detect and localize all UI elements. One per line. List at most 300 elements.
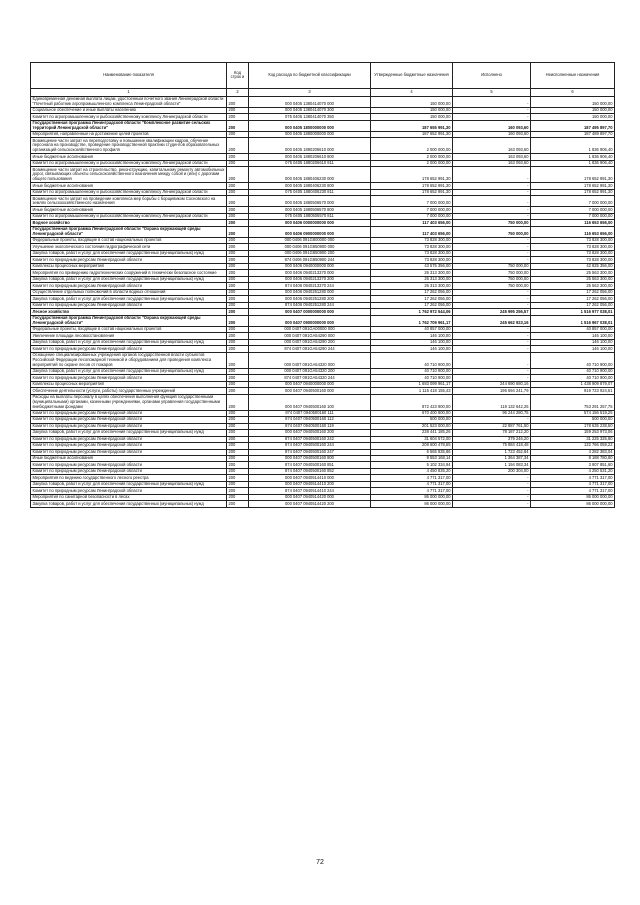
row-unexecuted: 4 771 317,00: [531, 475, 615, 481]
row-approved: 150 000,00: [371, 96, 453, 107]
table-row: [31, 326, 615, 332]
row-approved: 178 652 991,30: [371, 183, 453, 189]
row-budget-code: 000 0406 091G800000 000: [249, 237, 371, 243]
row-line-code: 200: [227, 96, 249, 107]
row-approved: 31 604 572,00: [371, 436, 453, 442]
row-line-code: 200: [227, 339, 249, 345]
row-executed: -: [453, 475, 531, 481]
row-executed: -: [453, 346, 531, 352]
column-number: 6: [531, 88, 615, 96]
row-executed: 96 244 280,75: [453, 410, 531, 416]
row-budget-code: 000 0406 0940251280 200: [249, 296, 371, 302]
row-line-code: 200: [227, 120, 249, 131]
table-row: [31, 289, 615, 295]
row-budget-code: 874 0407 0940500160 242: [249, 436, 371, 442]
row-unexecuted: 178 652 991,30: [531, 189, 615, 195]
row-line-code: 200: [227, 226, 249, 237]
row-name: Увеличение площади лесовосстановления: [31, 333, 227, 339]
row-approved: 2 000 000,00: [371, 154, 453, 160]
row-budget-code: 000 0407 091GA00000 000: [249, 326, 371, 332]
row-name: Комитет по природным ресурсам Ленинградской области: [31, 436, 227, 442]
row-unexecuted: 187 489 897,70: [531, 131, 615, 137]
row-unexecuted: 17 262 056,00: [531, 289, 615, 295]
row-executed: 750 000,00: [453, 270, 531, 276]
row-executed: -: [453, 289, 531, 295]
table-row: [31, 276, 615, 282]
row-unexecuted: 25 563 300,00: [531, 270, 615, 276]
row-name: Мероприятия по ведению государственного лесного реестра: [31, 475, 227, 481]
row-budget-code: 000 0407 0900000000 000: [249, 315, 371, 326]
row-approved: 150 000,00: [371, 107, 453, 113]
row-name: Закупка товаров, работ и услуг для обеспечения государственных (муниципальных) нужд: [31, 501, 227, 507]
row-line-code: 200: [227, 244, 249, 250]
row-approved: 187 655 991,30: [371, 120, 453, 131]
header-line-code: Код строк и: [227, 63, 249, 89]
table-row: [31, 107, 615, 113]
row-name: Комплексы процессных мероприятий: [31, 381, 227, 387]
row-approved: 73 828 300,00: [371, 250, 453, 256]
row-approved: 4 771 317,00: [371, 488, 453, 494]
row-line-code: 200: [227, 468, 249, 474]
column-number: 2: [227, 88, 249, 96]
row-unexecuted: 17 262 056,00: [531, 302, 615, 308]
row-approved: 1 762 709 961,17: [371, 315, 453, 326]
row-executed: -: [453, 189, 531, 195]
row-budget-code: 000 0405 1880506570 000: [249, 196, 371, 207]
row-executed: -: [453, 244, 531, 250]
row-executed: -: [453, 183, 531, 189]
row-name: Закупка товаров, работ и услуг для обеспечения государственных (муниципальных) нужд: [31, 250, 227, 256]
row-name: Федеральные проекты, входящие в состав национальных проектов: [31, 326, 227, 332]
row-approved: 4 771 317,00: [371, 475, 453, 481]
row-executed: -: [453, 296, 531, 302]
table-row: [31, 250, 615, 256]
row-approved: 73 828 300,00: [371, 257, 453, 263]
row-name: Комитет по природным ресурсам Ленинградской области: [31, 283, 227, 289]
table-row: [31, 339, 615, 345]
table-row: [31, 423, 615, 429]
row-name: Возмещение части затрат на строительство, реконструкцию, капитальному ремонту автомобильных дорог, связывающих объекты сельскохозяйственного назначения между собой и (или) с дорогами общего пользования: [31, 167, 227, 183]
row-executed: 750 000,00: [453, 220, 531, 226]
row-approved: 17 262 056,00: [371, 296, 453, 302]
row-executed: 379 246,20: [453, 436, 531, 442]
table-row: [31, 394, 615, 410]
row-budget-code: 000 0405 1880406230 000: [249, 167, 371, 183]
row-budget-code: 000 0407 091GA54290 200: [249, 339, 371, 345]
row-approved: 4 771 317,00: [371, 481, 453, 487]
row-executed: 245 662 923,16: [453, 315, 531, 326]
table-row: [31, 114, 615, 120]
row-line-code: 200: [227, 283, 249, 289]
column-number-row: [31, 88, 615, 96]
table-row: [31, 257, 615, 263]
row-line-code: 200: [227, 183, 249, 189]
row-approved: 150 000,00: [371, 114, 453, 120]
row-unexecuted: 86 000 000,00: [531, 501, 615, 507]
row-name: Комитет по природным ресурсам Ленинградской области: [31, 443, 227, 449]
row-name: Комитет по природным ресурсам Ленинградской области: [31, 417, 227, 423]
row-name: Комитет по природным ресурсам Ленинградской области: [31, 410, 227, 416]
row-budget-code: 000 0407 0940514410 000: [249, 475, 371, 481]
row-budget-code: 874 0407 0940500160 119: [249, 423, 371, 429]
row-line-code: 200: [227, 410, 249, 416]
row-line-code: 200: [227, 333, 249, 339]
row-name: Комитет по агропромышленному и рыбохозяйственному комплексу Ленинградской области: [31, 189, 227, 195]
row-name: Закупка товаров, работ и услуг для обеспечения государственных (муниципальных) нужд: [31, 339, 227, 345]
row-unexecuted: 73 828 300,00: [531, 257, 615, 263]
row-unexecuted: 40 857 000,00: [531, 326, 615, 332]
row-line-code: 200: [227, 462, 249, 468]
row-executed: -: [453, 257, 531, 263]
row-executed: -: [453, 501, 531, 507]
row-unexecuted: 25 563 300,00: [531, 283, 615, 289]
row-name: Комитет по природным ресурсам Ленинградской области: [31, 462, 227, 468]
row-approved: 7 000 000,00: [371, 196, 453, 207]
row-line-code: 200: [227, 114, 249, 120]
row-approved: 40 710 900,00: [371, 368, 453, 374]
row-name: Федеральные проекты, входящие в состав национальных проектов: [31, 237, 227, 243]
row-approved: 17 262 056,00: [371, 289, 453, 295]
row-executed: -: [453, 375, 531, 381]
row-name: Комитет по природным ресурсам Ленинградской области: [31, 468, 227, 474]
row-line-code: 200: [227, 481, 249, 487]
row-executed: 244 690 680,16: [453, 381, 531, 387]
row-executed: 196 694 241,79: [453, 388, 531, 394]
row-unexecuted: 187 495 897,70: [531, 120, 615, 131]
table-row: [31, 375, 615, 381]
row-budget-code: 000 0405 1380414070 000: [249, 96, 371, 107]
row-line-code: 200: [227, 237, 249, 243]
row-name: Комитет по природным ресурсам Ленинградской области: [31, 346, 227, 352]
row-budget-code: 874 0407 0940500160 247: [249, 449, 371, 455]
budget-report-sheet: [30, 62, 614, 508]
row-name: Расходы на выплаты персоналу в целях обеспечения выполнения функций государственными (муниципальными) органами, казенными учреждениями, органами управления государственными внебюджетными фондами: [31, 394, 227, 410]
row-executed: -: [453, 368, 531, 374]
row-line-code: 200: [227, 394, 249, 410]
table-row: [31, 120, 615, 131]
row-unexecuted: 4 771 317,00: [531, 488, 615, 494]
row-budget-code: 000 0407 0940500160 100: [249, 394, 371, 410]
table-row: [31, 443, 615, 449]
row-approved: 872 423 900,00: [371, 394, 453, 410]
row-line-code: 200: [227, 326, 249, 332]
row-executed: 119 132 642,25: [453, 394, 531, 410]
row-name: Иные бюджетные ассигнования: [31, 455, 227, 461]
row-name: Комитет по агропромышленному и рыбохозяйственному комплексу Ленинградской области: [31, 114, 227, 120]
row-unexecuted: 132 766 059,22: [531, 443, 615, 449]
row-executed: -: [453, 237, 531, 243]
row-approved: 43 575 356,00: [371, 263, 453, 269]
row-name: Мероприятия по приведению гидротехнических сооружений в технически безопасное состояние: [31, 270, 227, 276]
row-approved: 86 000 000,00: [371, 501, 453, 507]
row-executed: -: [453, 107, 531, 113]
row-budget-code: 075 0405 1880506570 811: [249, 213, 371, 219]
row-line-code: 200: [227, 213, 249, 219]
row-approved: 26 313 300,00: [371, 283, 453, 289]
header-unexecuted: Неисполненные назначения: [531, 63, 615, 89]
row-approved: 2 000 000,00: [371, 138, 453, 154]
row-budget-code: 000 0407 0000000000 000: [249, 309, 371, 315]
row-budget-code: 000 0406 0900000000 000: [249, 226, 371, 237]
row-unexecuted: 7 000 000,00: [531, 207, 615, 213]
row-executed: -: [453, 96, 531, 107]
row-name: Закупка товаров, работ и услуг для обеспечения государственных (муниципальных) нужд: [31, 276, 227, 282]
row-budget-code: 000 0407 091GA54320 000: [249, 352, 371, 368]
row-name: Закупка товаров, работ и услуг для обеспечения государственных (муниципальных) нужд: [31, 368, 227, 374]
row-budget-code: 874 0407 0940500160 112: [249, 417, 371, 423]
row-name: Обеспечение деятельности (услуги, работы) государственных учреждений: [31, 388, 227, 394]
row-executed: -: [453, 333, 531, 339]
row-executed: -: [453, 167, 531, 183]
row-budget-code: 000 0406 091G850900 200: [249, 250, 371, 256]
row-budget-code: 000 0406 0940213370 000: [249, 270, 371, 276]
row-line-code: 200: [227, 289, 249, 295]
row-line-code: 200: [227, 488, 249, 494]
row-approved: 146 100,00: [371, 346, 453, 352]
row-unexecuted: 919 723 924,61: [531, 388, 615, 394]
row-approved: 7 000 000,00: [371, 207, 453, 213]
row-unexecuted: 17 262 056,00: [531, 296, 615, 302]
row-approved: 146 100,00: [371, 333, 453, 339]
row-line-code: 200: [227, 423, 249, 429]
table-row: [31, 131, 615, 137]
row-line-code: 200: [227, 138, 249, 154]
table-row: [31, 462, 615, 468]
table-row: [31, 488, 615, 494]
row-budget-code: 874 0407 0940500160 852: [249, 468, 371, 474]
table-row: [31, 160, 615, 166]
row-budget-code: 874 0407 0940500160 111: [249, 410, 371, 416]
column-number: 4: [371, 88, 453, 96]
row-name: Закупка товаров, работ и услуг для обеспечения государственных (муниципальных) нужд: [31, 481, 227, 487]
row-name: Оснащение специализированных учреждений органов государственной власти субъектов Российской Федерации лесопожарной техникой и оборудованием для проведения комплекса мероприятий по охране лесов от пожаров: [31, 352, 227, 368]
row-approved: 1 762 972 544,06: [371, 309, 453, 315]
table-row: [31, 352, 615, 368]
row-approved: 2 000 000,00: [371, 160, 453, 166]
row-approved: 9 553 168,14: [371, 455, 453, 461]
row-name: Лесное хозяйство: [31, 309, 227, 315]
row-approved: 178 652 991,30: [371, 167, 453, 183]
row-executed: 163 093,60: [453, 138, 531, 154]
row-line-code: 200: [227, 270, 249, 276]
row-unexecuted: 40 710 900,00: [531, 352, 615, 368]
page-number: 72: [316, 859, 324, 866]
row-budget-code: 874 0407 0940500160 244: [249, 443, 371, 449]
row-budget-code: 000 0407 0940500160 200: [249, 430, 371, 436]
row-unexecuted: 150 000,00: [531, 114, 615, 120]
row-approved: 5 102 334,94: [371, 462, 453, 468]
row-budget-code: 000 0405 1880206610 000: [249, 138, 371, 154]
row-line-code: 200: [227, 455, 249, 461]
row-budget-code: 000 0405 1880406230 800: [249, 183, 371, 189]
row-approved: 4 450 835,20: [371, 468, 453, 474]
row-line-code: 200: [227, 375, 249, 381]
row-line-code: 200: [227, 352, 249, 368]
row-budget-code: 000 0407 0940514410 200: [249, 481, 371, 487]
row-line-code: 200: [227, 196, 249, 207]
table-row: [31, 283, 615, 289]
table-row: [31, 417, 615, 423]
table-row: [31, 475, 615, 481]
row-approved: 86 000 000,00: [371, 494, 453, 500]
table-row: [31, 430, 615, 436]
table-row: [31, 481, 615, 487]
row-unexecuted: 40 710 900,00: [531, 368, 615, 374]
row-unexecuted: 146 100,00: [531, 339, 615, 345]
row-approved: 1 683 099 961,17: [371, 381, 453, 387]
table-header-row: [31, 63, 615, 89]
row-unexecuted: 178 652 991,30: [531, 167, 615, 183]
row-executed: -: [453, 196, 531, 207]
row-unexecuted: 4 250 531,20: [531, 468, 615, 474]
row-budget-code: 000 0406 091G850900 000: [249, 244, 371, 250]
row-name: Мероприятия, направленные на достижение целей проектов: [31, 131, 227, 137]
table-body: [31, 96, 615, 507]
row-name: Комитет по природным ресурсам Ленинградской области: [31, 449, 227, 455]
row-line-code: 200: [227, 296, 249, 302]
row-approved: 500 000,00: [371, 417, 453, 423]
row-executed: 22 887 761,50: [453, 423, 531, 429]
row-line-code: 200: [227, 475, 249, 481]
row-name: Комитет по агропромышленному и рыбохозяйственному комплексу Ленинградской области: [31, 213, 227, 219]
row-budget-code: 075 0405 1380414070 350: [249, 114, 371, 120]
row-name: Закупка товаров, работ и услуг для обеспечения государственных (муниципальных) нужд: [31, 430, 227, 436]
row-approved: 7 000 000,00: [371, 213, 453, 219]
row-name: Государственная программа Ленинградской области "Охрана окружающей среды Ленинградской области": [31, 226, 227, 237]
row-approved: 117 403 656,00: [371, 226, 453, 237]
row-unexecuted: 3 907 851,60: [531, 462, 615, 468]
row-unexecuted: 4 771 317,00: [531, 481, 615, 487]
row-budget-code: 000 0407 091GA54320 200: [249, 368, 371, 374]
row-line-code: 200: [227, 388, 249, 394]
row-line-code: 200: [227, 207, 249, 213]
row-name: Комитет по природным ресурсам Ленинградской области: [31, 375, 227, 381]
row-budget-code: 000 0407 0940000000 000: [249, 381, 371, 387]
row-unexecuted: 86 000 000,00: [531, 494, 615, 500]
row-approved: 73 828 300,00: [371, 244, 453, 250]
row-line-code: 200: [227, 494, 249, 500]
row-executed: -: [453, 481, 531, 487]
row-name: Комитет по природным ресурсам Ленинградской области: [31, 488, 227, 494]
row-unexecuted: 25 563 300,00: [531, 276, 615, 282]
row-executed: 163 093,60: [453, 160, 531, 166]
row-line-code: 200: [227, 167, 249, 183]
row-budget-code: 075 0405 1880206610 811: [249, 160, 371, 166]
row-budget-code: 000 0407 0940500160 800: [249, 455, 371, 461]
row-unexecuted: 8 188 780,80: [531, 455, 615, 461]
table-row: [31, 213, 615, 219]
row-line-code: 200: [227, 381, 249, 387]
column-number: 1: [31, 88, 227, 96]
row-executed: 160 093,60: [453, 131, 531, 137]
row-unexecuted: 31 225 325,80: [531, 436, 615, 442]
row-approved: 40 710 900,00: [371, 352, 453, 368]
row-name: Улучшение экологического состояния гидрографической сети: [31, 244, 227, 250]
row-line-code: 200: [227, 430, 249, 436]
row-unexecuted: 1 516 967 038,01: [531, 315, 615, 326]
row-budget-code: 874 0407 0940500160 851: [249, 462, 371, 468]
row-budget-code: 874 0406 0940251280 244: [249, 302, 371, 308]
row-name: Закупка товаров, работ и услуг для обеспечения государственных (муниципальных) нужд: [31, 296, 227, 302]
row-executed: 160 093,60: [453, 120, 531, 131]
row-executed: 750 000,00: [453, 283, 531, 289]
row-budget-code: 000 0407 0940514420 000: [249, 494, 371, 500]
header-name: Наименование показателя: [31, 63, 227, 89]
row-name: Иные бюджетные ассигнования: [31, 207, 227, 213]
row-approved: 1 115 418 155,43: [371, 388, 453, 394]
row-line-code: 200: [227, 436, 249, 442]
row-approved: 40 710 900,00: [371, 375, 453, 381]
row-executed: 1 723 452,84: [453, 449, 531, 455]
column-number: 5: [453, 88, 531, 96]
table-row: [31, 189, 615, 195]
table-row: [31, 96, 615, 107]
column-number: 3: [249, 88, 371, 96]
row-unexecuted: 146 100,00: [531, 346, 615, 352]
row-line-code: 200: [227, 263, 249, 269]
row-name: Осуществление отдельных полномочий в области водных отношений: [31, 289, 227, 295]
row-line-code: 200: [227, 417, 249, 423]
row-approved: 208 600 478,65: [371, 443, 453, 449]
table-row: [31, 167, 615, 183]
row-unexecuted: 1 836 906,40: [531, 138, 615, 154]
row-approved: 670 400 800,00: [371, 410, 453, 416]
row-unexecuted: 7 000 000,00: [531, 196, 615, 207]
row-line-code: 200: [227, 346, 249, 352]
row-executed: -: [453, 207, 531, 213]
row-unexecuted: 178 652 991,30: [531, 183, 615, 189]
table-row: [31, 468, 615, 474]
row-budget-code: 000 0405 1880000000 000: [249, 131, 371, 137]
row-line-code: 200: [227, 189, 249, 195]
table-row: [31, 449, 615, 455]
table-row: [31, 501, 615, 507]
table-row: [31, 368, 615, 374]
row-line-code: 200: [227, 154, 249, 160]
row-unexecuted: 1 836 906,40: [531, 160, 615, 166]
row-executed: -: [453, 114, 531, 120]
row-budget-code: 000 0405 1800000000 000: [249, 120, 371, 131]
table-row: [31, 244, 615, 250]
row-executed: 750 000,00: [453, 263, 531, 269]
row-unexecuted: 7 000 000,00: [531, 213, 615, 219]
row-name: Возмещение части затрат на переподготовку и повышение квалификации кадров, обучение персонала на производстве, проведение производственной практики студентов образовательных организаций сельскохозяйственного профиля: [31, 138, 227, 154]
table-row: [31, 410, 615, 416]
table-row: [31, 315, 615, 326]
row-name: Комитет по природным ресурсам Ленинградской области: [31, 257, 227, 263]
row-budget-code: 000 0406 0000000000 000: [249, 220, 371, 226]
row-name: Единовременная денежная выплата лицам, удостоенным почетного звания Ленинградской области "Почетный работник агропромышленного комплекса Ленинградской области": [31, 96, 227, 107]
table-row: [31, 138, 615, 154]
row-budget-code: 874 0407 091GA54290 244: [249, 346, 371, 352]
row-unexecuted: 4 282 383,04: [531, 449, 615, 455]
row-line-code: 200: [227, 276, 249, 282]
row-approved: 17 262 056,00: [371, 302, 453, 308]
row-unexecuted: 500 000,00: [531, 417, 615, 423]
row-unexecuted: 1 836 906,40: [531, 154, 615, 160]
row-approved: 201 523 000,00: [371, 423, 453, 429]
row-executed: 78 187 212,20: [453, 430, 531, 436]
header-approved: Утвержденные бюджетные назначения: [371, 63, 453, 89]
row-executed: 1 194 083,34: [453, 462, 531, 468]
row-line-code: 200: [227, 449, 249, 455]
row-unexecuted: 159 253 973,06: [531, 430, 615, 436]
row-approved: 187 652 991,30: [371, 131, 453, 137]
row-name: Иные бюджетные ассигнования: [31, 154, 227, 160]
row-line-code: 200: [227, 131, 249, 137]
table-row: [31, 196, 615, 207]
row-approved: 73 828 300,00: [371, 237, 453, 243]
